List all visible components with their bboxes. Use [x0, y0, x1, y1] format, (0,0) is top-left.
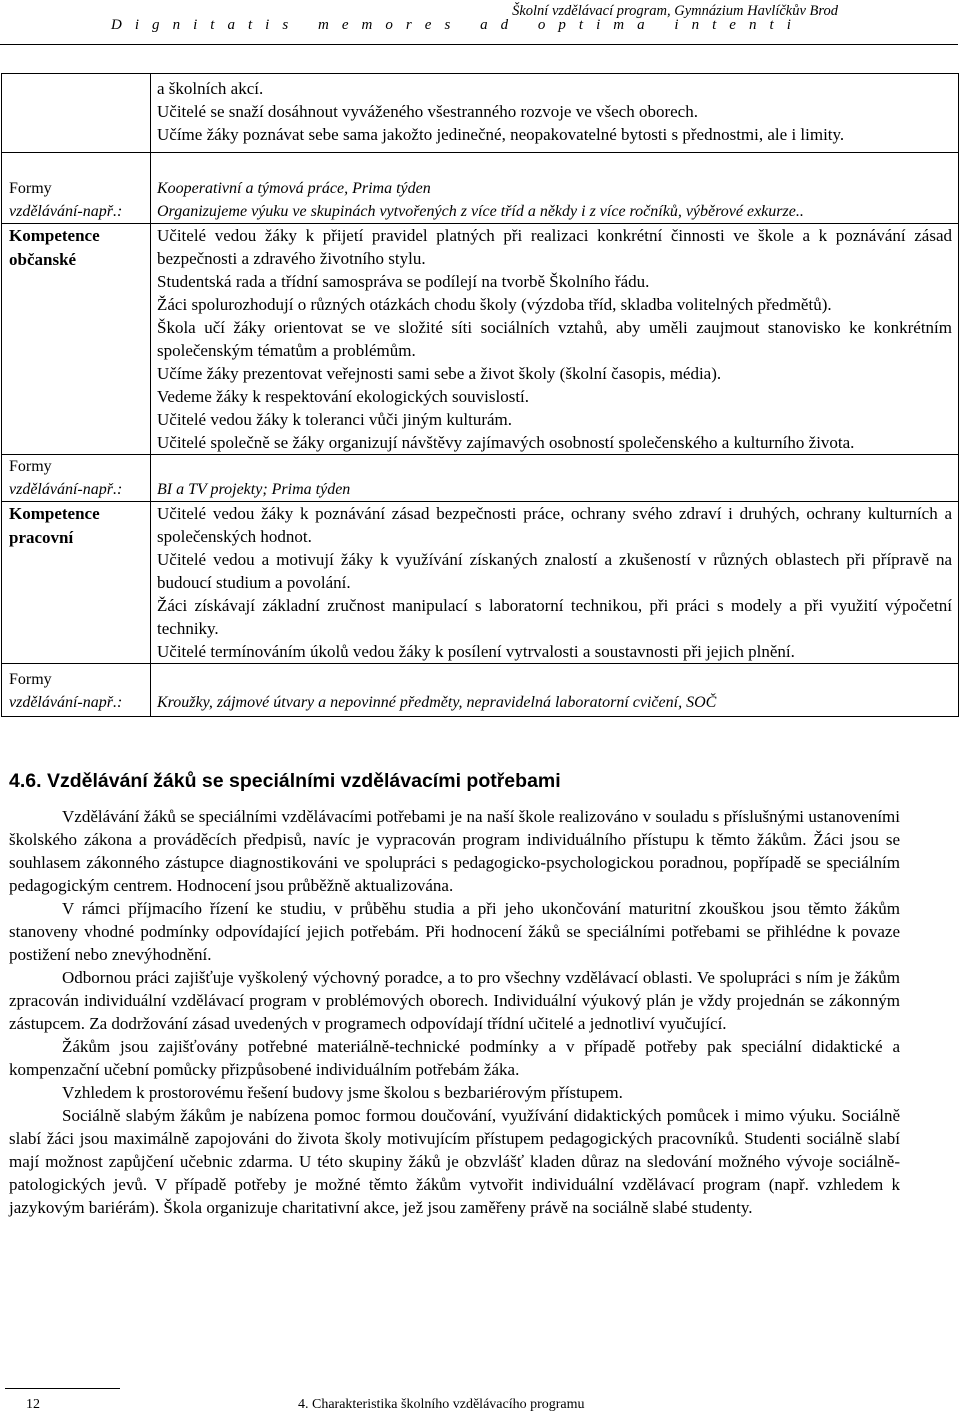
table-row — [2, 153, 959, 224]
forms-line: Organizujeme výuku ve skupinách vytvořených z více tříd a někdy i z více ročníků, výběrové exkurze.. — [157, 203, 804, 220]
paragraph: Žákům jsou zajišťovány potřebné materiálně-technické podmínky a v případě potřeby pak speciální didaktické a kompenzační učební pomůcky přizpůsobené individuálním potřebám žáka. — [9, 1037, 900, 1079]
motto-letter: o — [537, 17, 546, 33]
motto-letter: e — [729, 17, 736, 33]
forms-label-line: Formy — [9, 180, 52, 197]
paragraph: Odbornou práci zajišťuje vyškolený výchovný poradce, a to pro všechny vzdělávací oblasti. Ve spolupráci s ním je žákům zpracován individuální vzdělávací program v problémových oborech. Individuální výukový plán je vždy projednán se zákonným zástupcem. Za dodržování zásad uvedených v programech odpovídají třídní učitelé a jednotliví vyučující. — [9, 968, 900, 1033]
list-item: Učitelé vedou a motivují žáky k využívání získaných znalostí a zkušeností v různých oblastech při přípravě na budoucí studium a povolání. — [157, 550, 952, 592]
table-row — [2, 455, 959, 502]
motto-letter: t — [247, 17, 253, 33]
motto-letter: t — [712, 17, 717, 33]
motto-letter: D — [111, 17, 122, 33]
motto-letter: i — [674, 17, 679, 33]
competence-label — [9, 502, 150, 550]
motto-letter: n — [691, 17, 700, 33]
page-header — [0, 0, 960, 60]
forms-label — [9, 165, 150, 223]
motto-letter: g — [152, 17, 160, 33]
header-divider — [0, 44, 958, 45]
motto-letter: i — [134, 17, 140, 33]
paragraph: Vzdělávání žáků se speciálními vzdělávacími potřebami je na naší škole realizováno v souladu s příslušnými ustanoveními školského zákona a prováděcích předpisů, navíc je vypracován program individuálního přístupu k těmto žákům. Žáci jsou se souhlasem zákonného zástupce diagnostikováni ve spolupráci s pedagogicko-psychologickou poradnou, popřípadě se speciálním pedagogickým centrem. Hodnocení jsou průběžně aktualizována. — [9, 807, 900, 895]
motto-letter: n — [172, 17, 181, 33]
forms-cell — [151, 455, 959, 502]
label-cell — [2, 455, 151, 502]
list-item: Žáci spolurozhodují o různých otázkách chodu školy (výzdoba tříd, skladba volitelných předmětů). — [157, 295, 832, 314]
list-item: Studentská rada a třídní samospráva se podílejí na tvorbě Školního řádu. — [157, 272, 650, 291]
content-cell — [151, 224, 959, 455]
list-item: Učitelé vedou žáky k přijetí pravidel platných při realizaci konkrétní činnosti ve škole a k poznávání zásad bezpečnosti a zdravého životního stylu. — [157, 226, 952, 268]
footer-divider — [5, 1388, 120, 1389]
competence-label-line: pracovní — [9, 528, 74, 547]
motto-letter: e — [424, 17, 432, 33]
motto-letter: s — [282, 17, 289, 33]
paragraph: Vzhledem k prostorovému řešení budovy jsme školou s bezbariérovým přístupem. — [62, 1083, 623, 1102]
label-cell — [2, 664, 151, 717]
table-row — [2, 664, 959, 717]
list-item: Učitelé společně se žáky organizují návštěvy zajímavých osobností společenského a kulturního života. — [157, 433, 855, 452]
motto-letter: d — [500, 17, 509, 33]
forms-label-line: vzdělávání-např.: — [9, 481, 123, 498]
motto-letter: e — [341, 17, 349, 33]
competence-label-line: občanské — [9, 250, 77, 269]
motto-letter: i — [265, 17, 270, 33]
motto-letter — [521, 17, 525, 34]
motto-letter: i — [193, 17, 198, 33]
list-item: Učitelé vedou žáky k toleranci vůči jiným kulturám. — [157, 410, 512, 429]
motto-letter: r — [405, 17, 412, 33]
label-cell — [2, 502, 151, 664]
motto-letter — [463, 17, 467, 34]
list-item: Učíme žáky prezentovat veřejnosti sami sebe a život školy (školní časopis, média). — [157, 364, 722, 383]
label-cell — [2, 224, 151, 455]
section-body — [9, 805, 900, 1219]
list-item: Učitelé vedou žáky k poznávání zásad bezpečnosti práce, ochrany svého zdraví i druhých, ochrany kulturních a společenských hodnot. — [157, 504, 952, 546]
content-cell — [151, 502, 959, 664]
forms-label — [9, 455, 150, 501]
list-item: Žáci získávají základní zručnost manipulací s laboratorní technikou, při práci s modely a při využití výpočetní techniky. — [157, 596, 952, 638]
table-row — [2, 502, 959, 664]
motto-letter: s — [444, 17, 451, 33]
forms-cell — [151, 664, 959, 717]
motto-letter: p — [558, 17, 566, 33]
competence-label-line: Kompetence — [9, 226, 100, 245]
motto-letter: a — [227, 17, 235, 33]
content-line: Učitelé se snaží dosáhnout vyváženého všestranného rozvoje ve všech oborech. — [157, 102, 698, 121]
competencies-table — [1, 73, 959, 717]
forms-line: BI a TV projekty; Prima týden — [157, 481, 351, 498]
motto-letter: i — [786, 17, 791, 33]
forms-label-line: vzdělávání-např.: — [9, 203, 123, 220]
list-item: Vedeme žáky k respektování ekologických souvislostí. — [157, 387, 530, 406]
motto-letter: o — [385, 17, 393, 33]
motto-letter: n — [748, 17, 757, 33]
header-program-title: Školní vzdělávací program, Gymnázium Havlíčkův Brod — [512, 3, 838, 19]
motto-letter: t — [210, 17, 215, 33]
motto-letter: m — [613, 17, 625, 33]
content-line: Učíme žáky poznávat sebe sama jakožto jedinečné, neopakovatelné bytosti s přednostmi, ale i limity. — [157, 125, 845, 144]
motto-letter — [301, 17, 305, 34]
list-item: Učitelé termínováním úkolů vedou žáky k posílení vytrvalosti a soustavnosti při jejich plnění. — [157, 642, 795, 661]
forms-line: Kroužky, zájmové útvary a nepovinné předměty, nepravidelná laboratorní cvičení, SOČ — [157, 694, 717, 711]
forms-label — [9, 664, 150, 714]
motto-letter: i — [596, 17, 601, 33]
competence-label-line: Kompetence — [9, 504, 100, 523]
motto-letter: t — [769, 17, 774, 33]
footer-chapter-title: 4. Charakteristika školního vzdělávacího programu — [298, 1397, 585, 1412]
page-number: 12 — [26, 1397, 40, 1412]
competence-label — [9, 224, 150, 272]
content-cell — [151, 74, 959, 153]
label-cell — [2, 153, 151, 224]
table-row — [2, 74, 959, 153]
motto-letter: t — [578, 17, 584, 33]
forms-line: Kooperativní a týmová práce, Prima týden — [157, 180, 431, 197]
list-item: Škola učí žáky orientovat se ve složité síti sociálních vztahů, aby uměli zaujmout stanovisko ke konkrétním společenským tématům a problémům. — [157, 318, 952, 360]
motto-letter: a — [637, 17, 645, 33]
forms-label-line: vzdělávání-např.: — [9, 694, 123, 711]
forms-label-line: Formy — [9, 671, 52, 688]
motto-letter — [658, 17, 662, 34]
motto-letter: m — [317, 17, 329, 33]
section-heading: 4.6. Vzdělávání žáků se speciálními vzdělávacími potřebami — [9, 770, 561, 792]
header-motto — [111, 17, 791, 34]
forms-cell — [151, 153, 959, 224]
paragraph: Sociálně slabým žákům je nabízena pomoc formou doučování, využívání didaktických pomůcek i mimo výuku. Sociálně slabí žáci jsou maximálně zapojováni do života školy motivujícím přístupem pedagogických pracovníků. Studenti sociálně slabí mají možnost zapůjčení učebnic zdarma. U této skupiny žáků je obzvlášť kladen důraz na sledování možného vývoje sociálně-patologických jevů. V případě potřeby je možné těmto žákům vytvořit individuální vzdělávací program (např. vzhledem k jazykovým bariérám). Škola organizuje charitativní akce, jež jsou zaměřeny právě na sociálně slabé studenty. — [9, 1106, 900, 1217]
label-cell-empty — [2, 74, 151, 153]
paragraph: V rámci příjmacího řízení ke studiu, v průběhu studia a při jeho ukončování maturitní zkouškou jsou těmto žákům stanoveny vhodné podmínky odpovídající jejich potřebám. Při hodnocení žáků se speciálními potřebami se přihlédne k povaze postižení nebo znevýhodnění. — [9, 899, 900, 964]
content-line: a školních akcí. — [157, 79, 264, 98]
table-row — [2, 224, 959, 455]
forms-label-line: Formy — [9, 458, 52, 475]
motto-letter: m — [361, 17, 373, 33]
motto-letter: a — [480, 17, 488, 33]
